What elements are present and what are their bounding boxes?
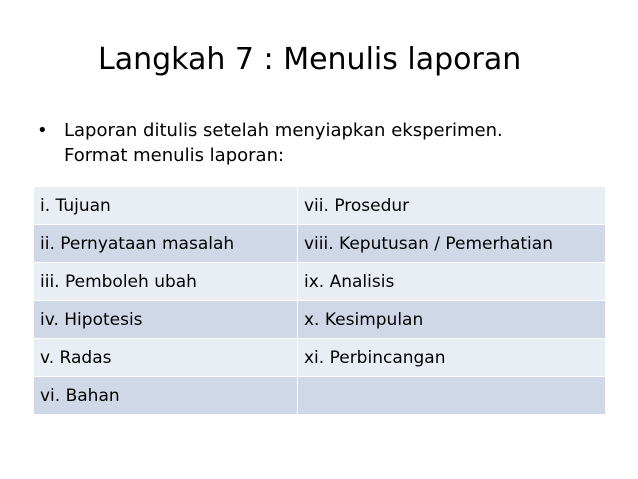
table-row [34,339,606,377]
table-row [34,263,606,301]
table-cell: xi. Perbincangan [298,339,606,377]
table-cell: i. Tujuan [34,187,298,225]
table-cell: viii. Keputusan / Pemerhatian [298,225,606,263]
bullet-text-line-2: Format menulis laporan: [64,145,285,166]
table-cell: iii. Pemboleh ubah [34,263,298,301]
table-cell: vi. Bahan [34,377,298,415]
bullet-line [37,118,627,143]
bullet-marker: • [37,120,48,141]
table-cell: ii. Pernyataan masalah [34,225,298,263]
table-row [34,225,606,263]
table-cell: vii. Prosedur [298,187,606,225]
table-row [34,301,606,339]
table-row [34,187,606,225]
report-format-table [33,187,606,415]
table-cell: ix. Analisis [298,263,606,301]
table-row [34,377,606,415]
bullet-paragraph [37,118,627,168]
bullet-text-line-1: Laporan ditulis setelah menyiapkan eksperimen. [64,120,503,141]
table-cell: x. Kesimpulan [298,301,606,339]
slide-title: Langkah 7 : Menulis laporan [98,42,522,77]
table-cell: iv. Hipotesis [34,301,298,339]
table-cell: v. Radas [34,339,298,377]
table-cell [298,377,606,415]
